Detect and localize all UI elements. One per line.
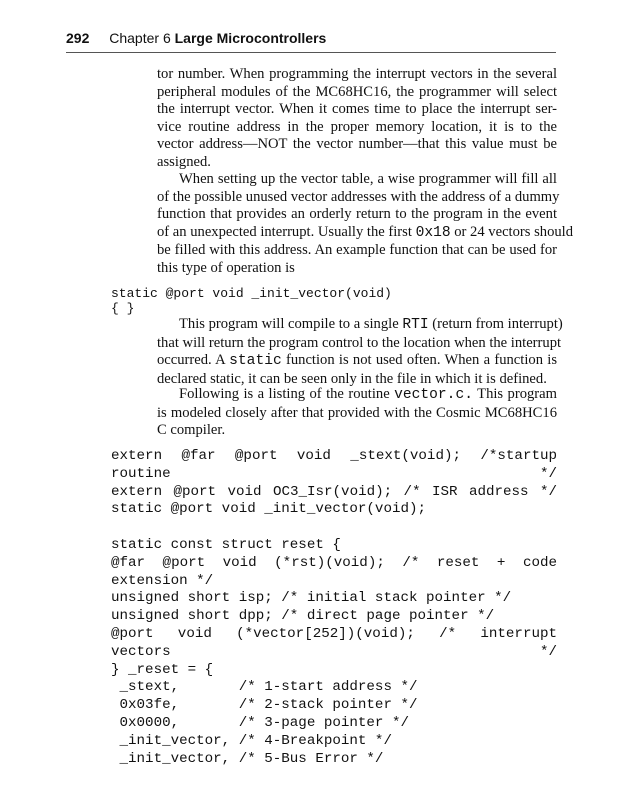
text-line: When setting up the vector table, a wise programmer will fill all <box>179 171 557 187</box>
inline-code: 0x18 <box>415 224 451 241</box>
text-line <box>157 223 574 243</box>
running-header <box>66 30 556 53</box>
text-fragment: Following is a listing of the routine <box>179 386 390 402</box>
paragraph-listing-intro <box>157 386 557 440</box>
code-line: @port void (*vector[252])(void); /* interrupt vectors */ <box>111 625 557 660</box>
code-line: @far @port void (*rst)(void); /* reset + code <box>111 554 557 571</box>
text-fragment: occurred. A <box>157 352 225 368</box>
code-line: } _reset = { <box>111 661 214 678</box>
text-line: declared static, it can be seen only in the file in which it is defined. <box>157 370 547 387</box>
code-line: unsigned short isp; /* initial stack pointer */ <box>111 590 512 607</box>
code-line: 0x03fe, /* 2-stack pointer */ <box>111 697 418 714</box>
text-line: tor number. When programming the interrupt vectors in the several <box>157 66 557 82</box>
text-fragment: This program will compile to a single <box>179 316 399 332</box>
inline-code: static <box>229 353 282 369</box>
code-block-init-vector <box>111 286 392 316</box>
text-fragment: of an unexpected interrupt. Usually the first <box>157 223 412 240</box>
paragraph-vector-table <box>157 171 574 277</box>
text-fragment: or 24 vectors should <box>454 223 574 240</box>
text-line: the interrupt vector. When it comes time to place the interrupt ser- <box>157 101 557 117</box>
text-line: of the possible unused vector addresses with the address of a dummy <box>157 188 560 205</box>
code-line: static @port void _init_vector(void) <box>111 286 392 301</box>
text-line: this type of operation is <box>157 259 295 276</box>
text-line: C compiler. <box>157 422 226 438</box>
text-line: function that provides an orderly return to the program in the event <box>157 206 557 222</box>
text-line <box>157 316 563 335</box>
text-line <box>157 386 557 405</box>
code-line: static @port void _init_vector(void); <box>111 501 427 518</box>
text-line <box>157 352 557 371</box>
code-line: static const struct reset { <box>111 536 341 553</box>
text-line: assigned. <box>157 153 211 170</box>
text-line: be filled with this address. An example function that can be used for <box>157 242 557 258</box>
text-fragment: (return from interrupt) <box>432 316 563 332</box>
code-line: _init_vector, /* 5-Bus Error */ <box>111 750 384 767</box>
page-number: 292 <box>66 30 90 46</box>
code-line: _init_vector, /* 4-Breakpoint */ <box>111 732 392 749</box>
paragraph-rti <box>157 316 563 388</box>
code-line: extension */ <box>111 572 214 589</box>
code-line: 0x0000, /* 3-page pointer */ <box>111 714 409 731</box>
paragraph-vector-number <box>157 66 557 171</box>
code-line: unsigned short dpp; /* direct page pointer */ <box>111 608 495 625</box>
inline-code: RTI <box>402 317 429 333</box>
code-line: extern @port void OC3_Isr(void); /* ISR address */ <box>111 483 557 500</box>
text-line: peripheral modules of the MC68HC16, the programmer will select <box>157 83 557 100</box>
chapter-title: Large Microcontrollers <box>174 30 327 46</box>
text-line: that will return the program control to the location when the interrupt <box>157 334 562 351</box>
code-listing-vector-c <box>111 448 557 768</box>
text-line: vice routine address in the proper memory location, it is to the <box>157 118 557 135</box>
inline-code: vector.c. <box>394 387 473 403</box>
text-line: vector address—NOT the vector number—that this value must be <box>157 136 557 152</box>
chapter-label: Chapter 6 <box>109 30 171 46</box>
code-line: extern @far @port void _stext(void); /*startup routine */ <box>111 448 557 482</box>
code-line <box>111 519 557 537</box>
text-line: is modeled closely after that provided with the Cosmic MC68HC16 <box>157 404 557 421</box>
code-line: { } <box>111 301 135 316</box>
text-fragment: function is not used often. When a function is <box>286 352 557 368</box>
text-fragment: This program <box>477 386 557 402</box>
code-line: _stext, /* 1-start address */ <box>111 679 418 696</box>
